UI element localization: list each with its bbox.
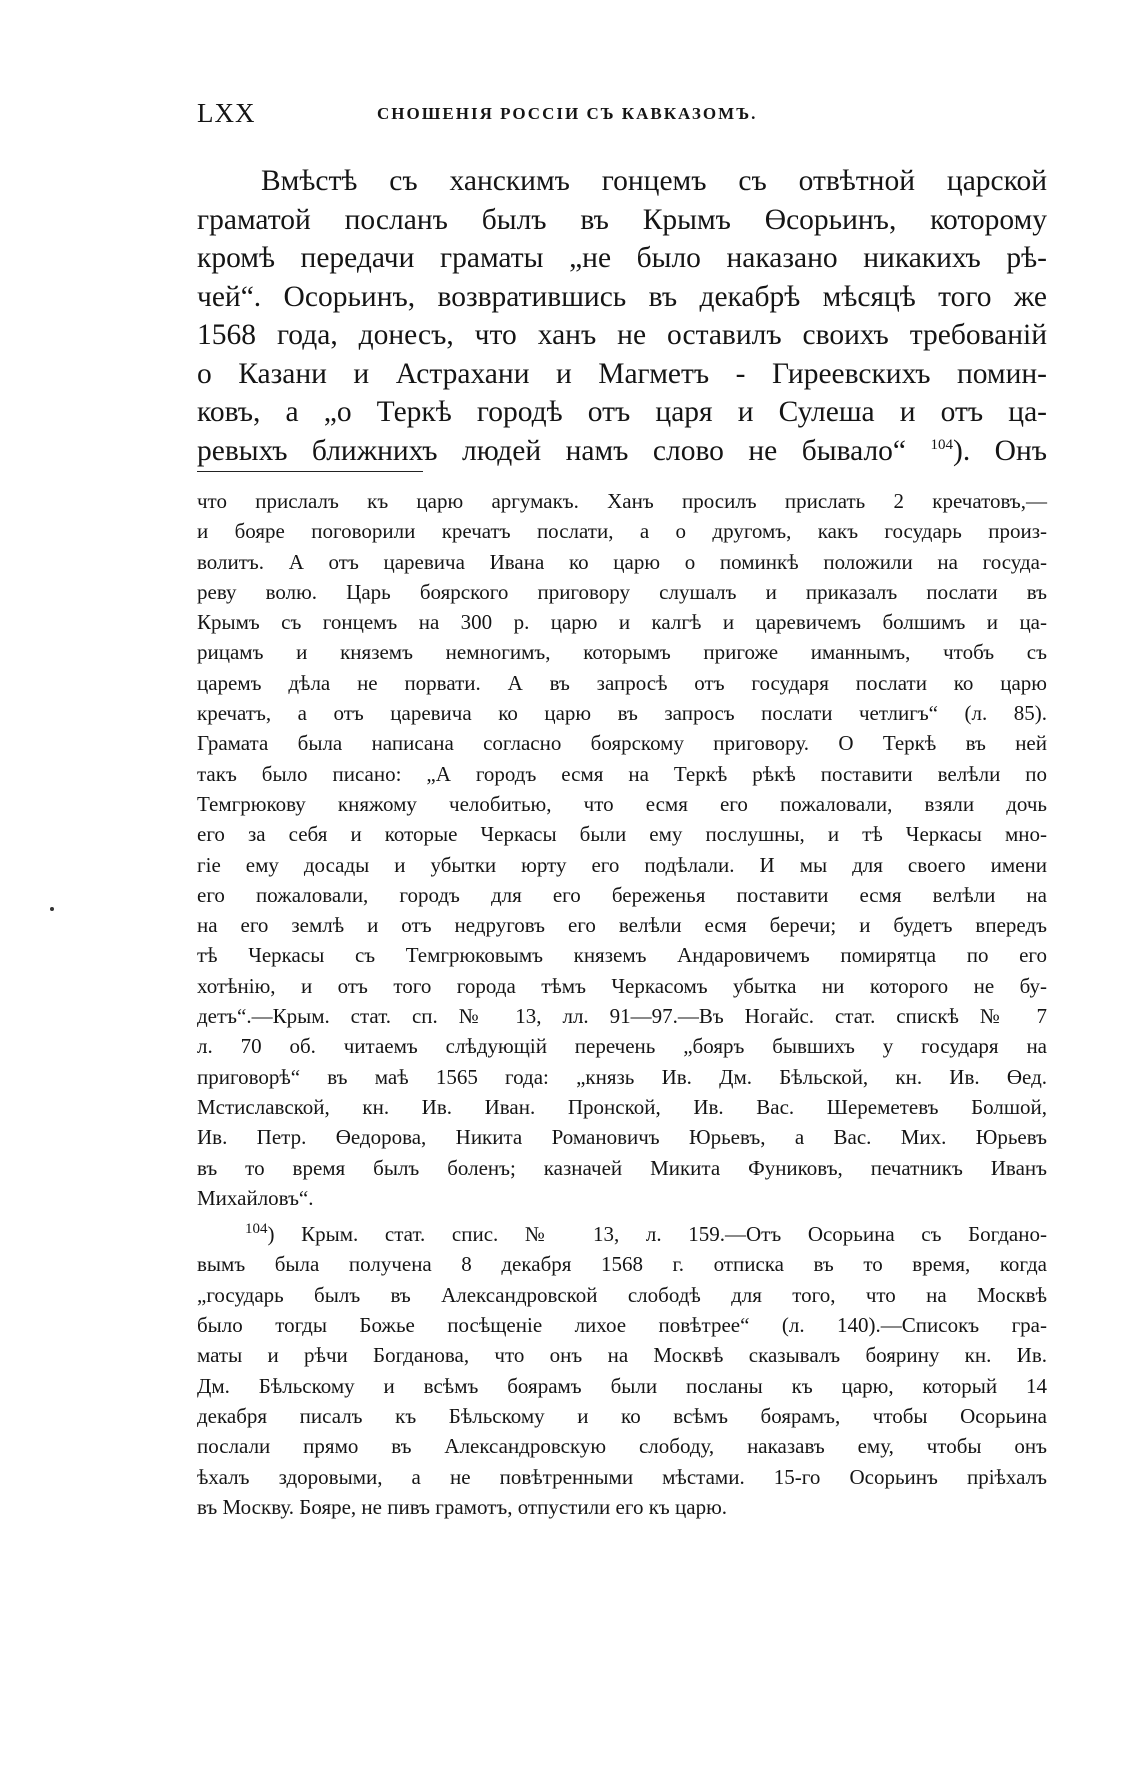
scan-speck	[50, 907, 54, 911]
footnote-line: послали прямо въ Александровскую слободу, наказавъ ему, чтобы онъ	[197, 1434, 1047, 1459]
footnote-line: Темгрюкову княжому челобитью, что есмя его пожаловали, взяли дочь	[197, 791, 1047, 816]
footnotes	[197, 486, 1047, 1522]
footnote-continued	[197, 486, 1047, 1213]
footnote-line: на его землѣ и отъ недруговъ его велѣли есмя беречи; и будетъ впередъ	[197, 913, 1047, 938]
footnote-line: декабря писалъ къ Бѣльскому и ко всѣмъ боярамъ, чтобы Осорьина	[197, 1403, 1047, 1428]
main-line: Вмѣстѣ съ ханскимъ гонцемъ съ отвѣтной царской	[261, 165, 1047, 197]
footnote-line: Мстиславской, кн. Ив. Иван. Пронской, Ив. Вас. Шереметевъ Болшой,	[197, 1094, 1047, 1119]
main-line: граматой посланъ былъ въ Крымъ Өсорьинъ, которому	[197, 203, 1047, 236]
main-line-text: ревыхъ ближнихъ людей намъ слово не бывало“	[197, 434, 907, 467]
main-paragraph	[197, 162, 1047, 470]
footnote-separator	[197, 471, 423, 472]
footnote-line: его пожаловали, городъ для его береженья поставити есмя велѣли на	[197, 882, 1047, 907]
main-line: чей“. Осорьинъ, возвратившись въ декабрѣ мѣсяцѣ того же	[197, 280, 1047, 313]
footnote-line: въ то время былъ боленъ; казначей Микита Фуниковъ, печатникъ Иванъ	[197, 1155, 1047, 1180]
footnote-line: л. 70 об. читаемъ слѣдующій перечень „бояръ бывшихъ у государя на	[197, 1034, 1047, 1059]
footnote-line: реву волю. Царь боярского приговору слушалъ и приказалъ послати въ	[197, 579, 1047, 604]
footnote-line: было тогды Божье посѣщеніе лихое повѣтрее“ (л. 140).—Списокъ гра-	[197, 1313, 1047, 1338]
main-line: о Казани и Астрахани и Магметъ - Гиреевскихъ помин-	[197, 357, 1047, 390]
footnote-line: въ Москву. Бояре, не пивъ грамотъ, отпустили его къ царю.	[197, 1494, 728, 1519]
main-line-tail: ). Онъ	[953, 434, 1048, 467]
footnote-line: гіе ему досады и убытки юрту его подѣлали. И мы для своего имени	[197, 852, 1047, 877]
footnote-line: что прислалъ къ царю аргумакъ. Ханъ просилъ прислать 2 кречатовъ,—	[197, 489, 1047, 513]
footnote-line: вымъ была получена 8 декабря 1568 г. отписка въ то время, когда	[197, 1252, 1047, 1277]
footnote-line: Ив. Петр. Өедорова, Никита Романовичъ Юрьевъ, а Вас. Мих. Юрьевъ	[197, 1125, 1047, 1150]
footnote-line: царемъ дѣла не порвати. А въ запросѣ отъ государя послати ко царю	[197, 670, 1047, 695]
footnote-line: тѣ Черкасы съ Темгрюковымъ княземъ Андаровичемъ помирятца по его	[197, 943, 1047, 968]
footnote-line: Грамата была написана согласно боярскому приговору. О Теркѣ въ ней	[197, 731, 1047, 756]
main-line: ковъ, а „о Теркѣ городѣ отъ царя и Сулеша и отъ ца-	[197, 396, 1047, 428]
footnote-line: хотѣнію, и отъ того города тѣмъ Черкасомъ убытка ни которого не бу-	[197, 973, 1047, 998]
footnote-line: маты и рѣчи Богданова, что онъ на Москвѣ сказывалъ боярину кн. Ив.	[197, 1343, 1047, 1368]
footnote-line: приговорѣ“ въ маѣ 1565 года: „князь Ив. Дм. Бѣльской, кн. Ив. Өед.	[197, 1064, 1047, 1089]
running-head	[197, 98, 1047, 138]
footnote-line: и бояре поговорили кречатъ послати, а о другомъ, какъ государь произ-	[197, 519, 1047, 544]
footnote-marker-104: 104	[245, 1221, 268, 1238]
main-line-last	[197, 432, 1047, 471]
footnote-104	[197, 1219, 1047, 1522]
footnote-line: его за себя и которые Черкасы были ему послушны, и тѣ Черкасы мно-	[197, 822, 1047, 847]
footnote-line-text: ) Крым. стат. спис. № 13, л. 159.—Отъ Осорьина съ Богдано-	[267, 1222, 1047, 1247]
footnote-line: такъ было писано: „А городъ есмя на Теркѣ рѣкѣ поставити велѣли по	[197, 761, 1047, 786]
page-number: LXX	[197, 98, 256, 128]
footnote-line: волитъ. А отъ царевича Ивана ко царю о поминкѣ положили на госуда-	[197, 549, 1047, 574]
running-title: СНОШЕНІЯ РОССІИ СЪ КАВКАЗОМЪ.	[377, 104, 758, 123]
footnote-line: детъ“.—Крым. стат. сп. № 13, лл. 91—97.—Въ Ногайс. стат. спискѣ № 7	[197, 1004, 1047, 1029]
footnote-ref-104: 104	[930, 436, 953, 453]
footnote-line: „государь былъ въ Александровской слободѣ для того, что на Москвѣ	[197, 1282, 1047, 1307]
footnote-line: ѣхалъ здоровыми, а не повѣтренными мѣстами. 15-го Осорьинъ пріѣхалъ	[197, 1464, 1047, 1489]
footnote-line: Дм. Бѣльскому и всѣмъ боярамъ были посланы къ царю, который 14	[197, 1373, 1047, 1398]
main-line: кромѣ передачи граматы „не было наказано никакихъ рѣ-	[197, 242, 1047, 274]
footnote-line: кречатъ, а отъ царевича ко царю въ запросъ послати четлигъ“ (л. 85).	[197, 701, 1047, 726]
main-line: 1568 года, донесъ, что ханъ не оставилъ своихъ требованій	[197, 319, 1047, 351]
footnote-line: рицамъ и княземъ немногимъ, которымъ пригоже иманнымъ, чтобъ съ	[197, 640, 1047, 665]
footnote-line: Михайловъ“.	[197, 1185, 314, 1210]
footnote-line	[197, 1219, 1047, 1249]
footnote-line: Крымъ съ гонцемъ на 300 р. царю и калгѣ и царевичемъ болшимъ и ца-	[197, 610, 1047, 635]
